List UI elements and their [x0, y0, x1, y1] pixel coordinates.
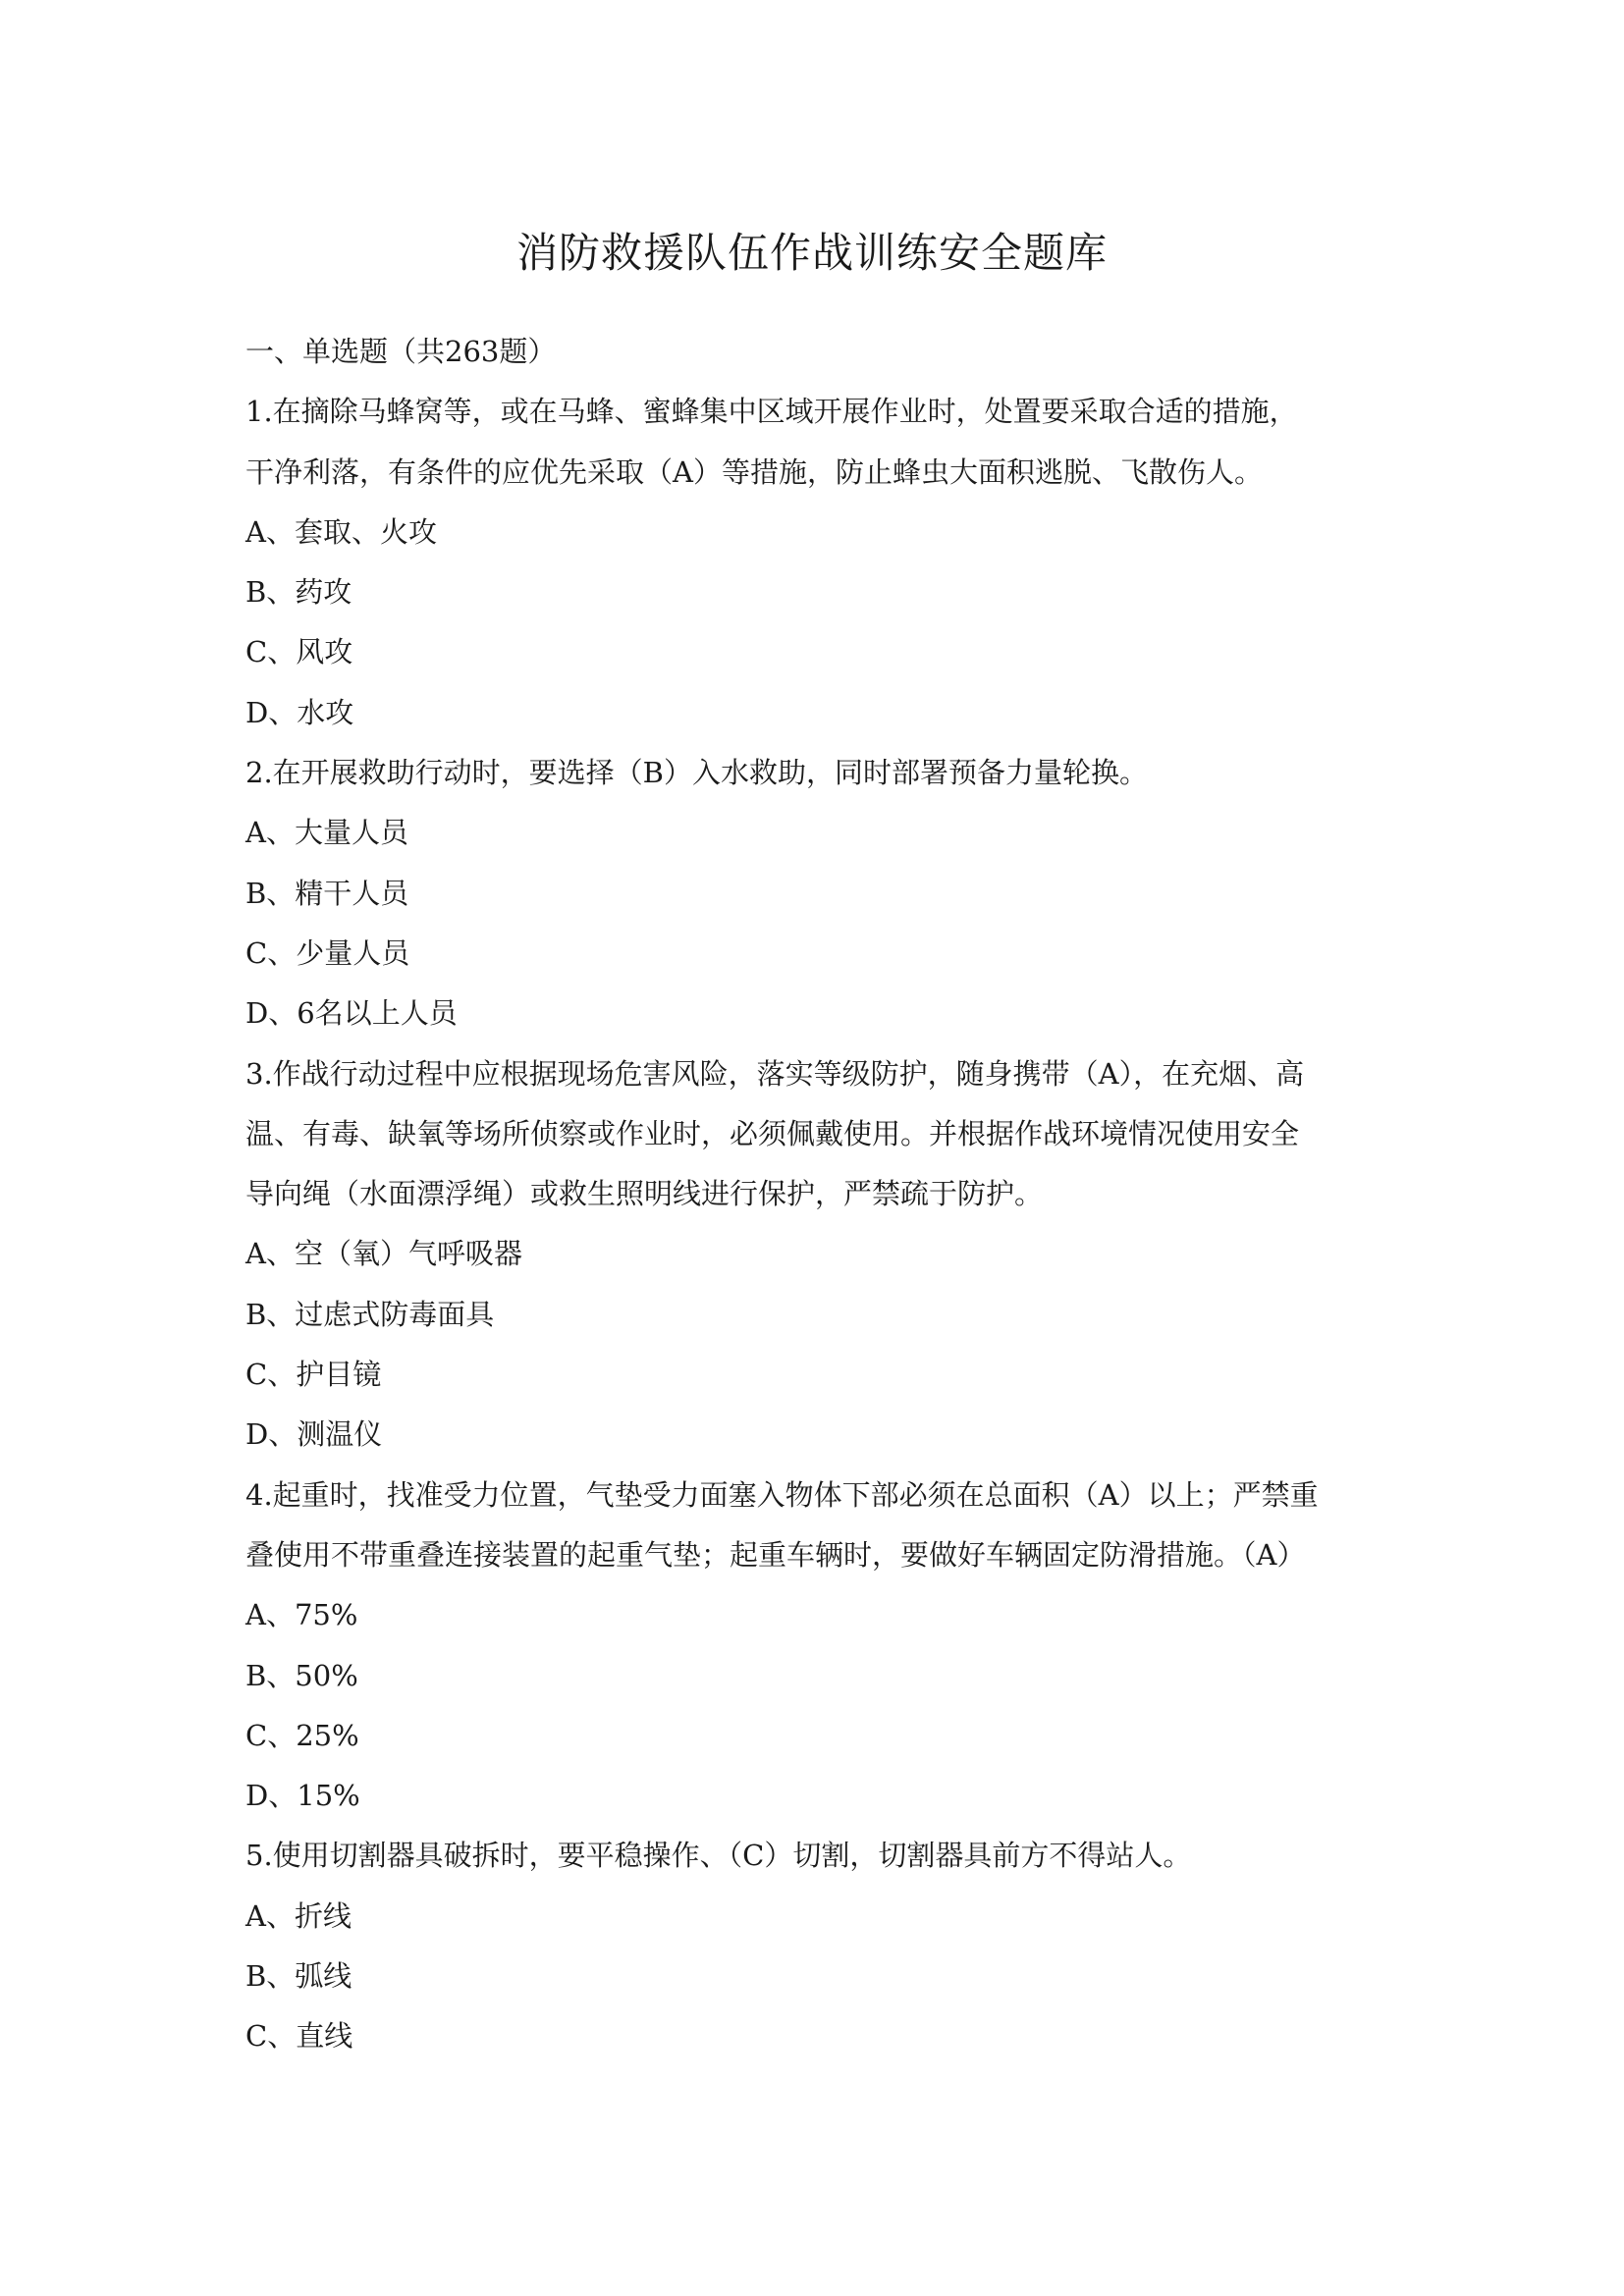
- question-5-option-a: A、折线: [245, 1898, 352, 1933]
- question-5-option-b: B、弧线: [245, 1959, 352, 1994]
- question-2-option-c: C、少量人员: [245, 935, 410, 970]
- question-4-option-d: D、15%: [245, 1779, 360, 1813]
- question-2-option-a: A、大量人员: [245, 816, 408, 850]
- question-4-text-line-1: 4.起重时，找准受力位置，气垫受力面塞入物体下部必须在总面积（A）以上；严禁重: [245, 1477, 1319, 1512]
- question-3-option-d: D、测温仪: [245, 1417, 383, 1452]
- question-4-option-a: A、75%: [245, 1598, 358, 1632]
- question-4-text-line-2: 叠使用不带重叠连接装置的起重气垫；起重车辆时，要做好车辆固定防滑措施。（A）: [245, 1537, 1306, 1572]
- question-1-option-c: C、风攻: [245, 635, 353, 669]
- section-heading: 一、单选题（共263题）: [245, 335, 557, 368]
- question-3-option-c: C、护目镜: [245, 1358, 382, 1392]
- question-2-text: 2.在开展救助行动时，要选择（B）入水救助，同时部署预备力量轮换。: [245, 756, 1148, 790]
- question-3-option-b: B、过虑式防毒面具: [245, 1297, 495, 1331]
- question-4-option-c: C、25%: [245, 1718, 359, 1752]
- question-1-option-b: B、药攻: [245, 575, 352, 610]
- question-3-option-a: A、空（氧）气呼吸器: [245, 1237, 522, 1271]
- question-1-option-d: D、水攻: [245, 695, 354, 729]
- question-3-text-line-1: 3.作战行动过程中应根据现场危害风险，落实等级防护，随身携带（A），在充烟、高: [245, 1056, 1305, 1091]
- question-3-text-line-3: 导向绳（水面漂浮绳）或救生照明线进行保护，严禁疏于防护。: [245, 1177, 1044, 1211]
- document-title: 消防救援队伍作战训练安全题库: [515, 229, 1108, 277]
- question-3-text-line-2: 温、有毒、缺氧等场所侦察或作业时，必须佩戴使用。并根据作战环境情况使用安全: [245, 1116, 1300, 1150]
- question-5-text: 5.使用切割器具破拆时，要平稳操作、（C）切割，切割器具前方不得站人。: [245, 1839, 1192, 1873]
- question-1-option-a: A、套取、火攻: [245, 514, 437, 549]
- question-4-option-b: B、50%: [245, 1658, 358, 1692]
- question-1-text-line-2: 干净利落，有条件的应优先采取（A）等措施，防止蜂虫大面积逃脱、飞散伤人。: [245, 454, 1263, 489]
- document-body: [245, 322, 1384, 2067]
- question-5-option-c: C、直线: [245, 2019, 353, 2054]
- question-2-option-b: B、精干人员: [245, 876, 409, 910]
- question-1-text-line-1: 1.在摘除马蜂窝等，或在马蜂、蜜蜂集中区域开展作业时，处置要采取合适的措施，: [245, 395, 1298, 429]
- question-2-option-d: D、6名以上人员: [245, 996, 458, 1031]
